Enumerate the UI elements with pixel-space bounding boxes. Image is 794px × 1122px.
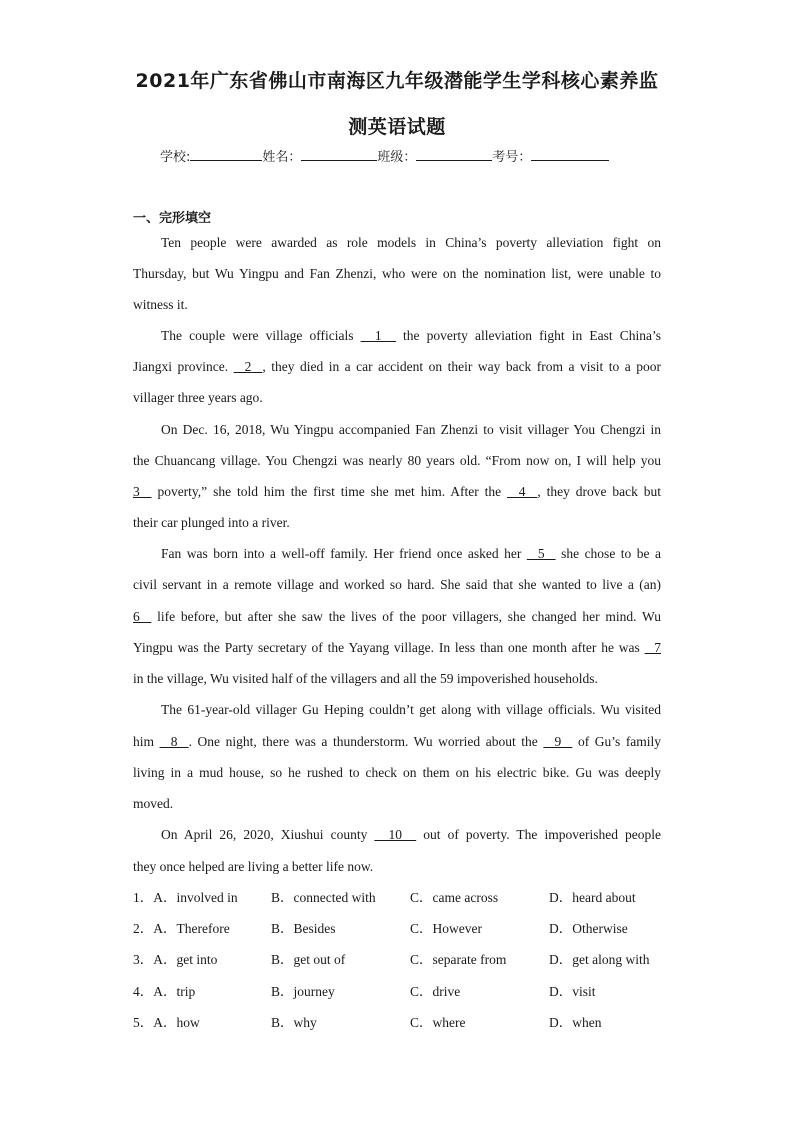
passage-line: villager three years ago.: [133, 390, 263, 405]
school-blank[interactable]: [190, 148, 262, 161]
option-c[interactable]: C．came across: [410, 890, 499, 905]
blank-5: 5: [526, 546, 556, 561]
option-d[interactable]: D．get along with: [549, 952, 650, 967]
option-b[interactable]: B．why: [271, 1015, 317, 1030]
option-b[interactable]: B．get out of: [271, 952, 346, 967]
name-label: 姓名：: [262, 150, 302, 165]
option-a[interactable]: 1．A．involved in: [133, 890, 238, 905]
passage-line: The couple were village officials 1 the poverty alleviation fight in East China’s: [161, 328, 662, 343]
blank-3: 3: [133, 484, 152, 499]
option-c[interactable]: C．However: [410, 921, 482, 936]
passage-line: civil servant in a remote village and worked so hard. She said that she wanted to live a (an): [133, 577, 661, 592]
passage-line: the Chuancang village. You Chengzi was nearly 80 years old. “From now on, I will help you: [133, 453, 661, 468]
passage-line: Thursday, but Wu Yingpu and Fan Zhenzi, who were on the nomination list, were unable to: [133, 266, 661, 281]
option-d[interactable]: D．when: [549, 1015, 602, 1030]
passage-line: Fan was born into a well-off family. Her friend once asked her 5 she chose to be a: [161, 546, 662, 561]
passage-line: 6 life before, but after she saw the lives of the poor villagers, she changed her mind. Wu: [133, 609, 662, 624]
passage-line: Yingpu was the Party secretary of the Yayang village. In less than one month after he was 7: [133, 640, 662, 655]
question-options: [133, 888, 693, 908]
passage-line: their car plunged into a river.: [133, 515, 290, 530]
question-options: [133, 1013, 693, 1033]
option-c[interactable]: C．drive: [410, 984, 461, 999]
page-title: 2021年广东省佛山市南海区九年级潜能学生学科核心素养监: [135, 70, 659, 92]
blank-9: 9: [543, 734, 573, 749]
class-label: 班级：: [377, 150, 417, 165]
student-info-line: [160, 146, 609, 165]
blank-10: 10: [374, 827, 417, 842]
passage-line: Jiangxi province. 2 , they died in a car accident on their way back from a visit to a poor: [133, 359, 662, 374]
option-a[interactable]: 4．A．trip: [133, 984, 196, 999]
passage-line: in the village, Wu visited half of the villagers and all the 59 impoverished households.: [133, 671, 598, 686]
passage-line: him 8 . One night, there was a thunderstorm. Wu worried about the 9 of Gu’s family: [133, 734, 662, 749]
passage-line: living in a mud house, so he rushed to check on them on his electric bike. Gu was deeply: [133, 765, 661, 780]
blank-2: 2: [233, 359, 263, 374]
blank-4: 4: [507, 484, 538, 499]
passage-line: 3 poverty,” she told him the first time she met him. After the 4 , they drove back but: [133, 484, 662, 499]
school-label: 学校:: [160, 150, 191, 165]
option-b[interactable]: B．connected with: [271, 890, 376, 905]
blank-1: 1: [360, 328, 396, 343]
name-blank[interactable]: [301, 148, 377, 161]
passage-line: On April 26, 2020, Xiushui county 10 out of poverty. The impoverished people: [161, 827, 662, 842]
passage-line: moved.: [133, 796, 174, 811]
blank-6: 6: [133, 609, 152, 624]
exam-no-blank[interactable]: [531, 148, 609, 161]
blank-7: 7: [644, 640, 662, 655]
option-b[interactable]: B．Besides: [271, 921, 336, 936]
class-blank[interactable]: [416, 148, 492, 161]
question-options: [133, 982, 693, 1002]
option-c[interactable]: C．where: [410, 1015, 466, 1030]
exam-no-label: 考号：: [492, 150, 532, 165]
option-a[interactable]: 5．A．how: [133, 1015, 200, 1030]
option-d[interactable]: D．Otherwise: [549, 921, 628, 936]
passage-line: witness it.: [133, 297, 188, 312]
passage-line: The 61-year-old villager Gu Heping couldn’t get along with village officials. Wu visited: [161, 702, 661, 717]
option-a[interactable]: 2．A．Therefore: [133, 921, 230, 936]
option-d[interactable]: D．visit: [549, 984, 596, 999]
passage-line: On Dec. 16, 2018, Wu Yingpu accompanied Fan Zhenzi to visit villager You Chengzi in: [161, 422, 661, 437]
question-options: [133, 919, 693, 939]
section-heading: 一、完形填空: [133, 211, 212, 226]
option-a[interactable]: 3．A．get into: [133, 952, 218, 967]
question-options: [133, 950, 693, 970]
passage-line: Ten people were awarded as role models in China’s poverty alleviation fight on: [161, 235, 661, 250]
passage-line: they once helped are living a better life now.: [133, 859, 374, 874]
option-d[interactable]: D．heard about: [549, 890, 636, 905]
page-title-line2: 测英语试题: [348, 116, 446, 138]
option-b[interactable]: B．journey: [271, 984, 335, 999]
option-c[interactable]: C．separate from: [410, 952, 507, 967]
blank-8: 8: [159, 734, 189, 749]
